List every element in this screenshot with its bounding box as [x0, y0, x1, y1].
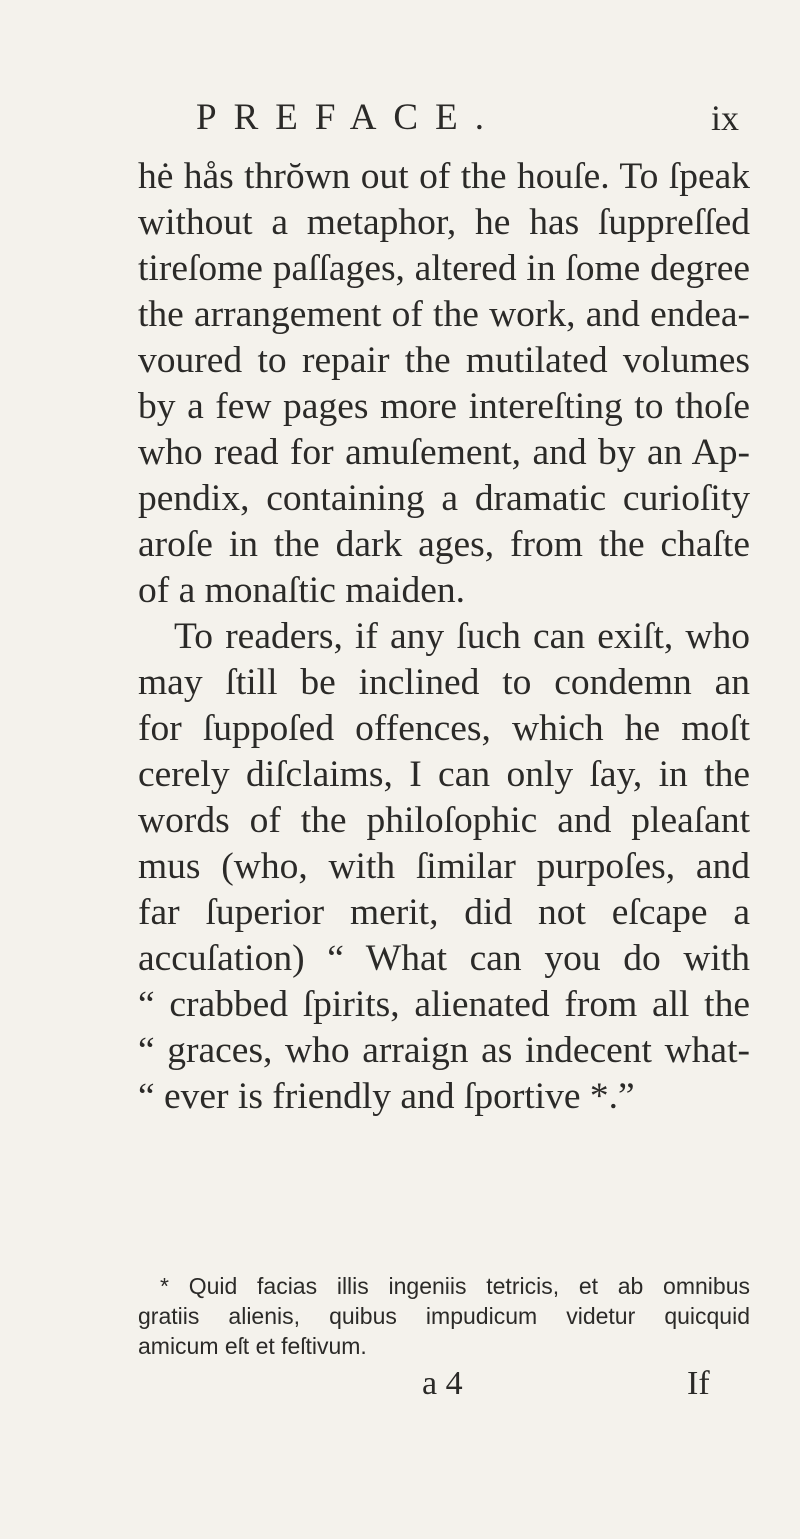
- text-line: “ crabbed ſpirits, alienated from all the: [138, 984, 750, 1025]
- text-line: aroſe in the dark ages, from the chaſte: [138, 524, 750, 565]
- footnote-line: gratiis alienis, quibus impudicum videtur quicquid: [138, 1303, 750, 1329]
- footnote-line: * Quid facias illis ingeniis tetricis, et ab omnibus: [160, 1273, 750, 1299]
- body-text: [138, 154, 750, 1120]
- text-line: accuſation) “ What can you do with: [138, 938, 750, 979]
- page-header: [0, 96, 800, 140]
- text-line: the arrangement of the work, and endea-: [138, 294, 750, 335]
- text-line: by a few pages more intereſting to thoſe: [138, 386, 750, 427]
- text-line: tireſome paſſages, altered in ſome degree: [138, 248, 750, 289]
- text-line: for ſuppoſed offences, which he moſt: [138, 708, 750, 749]
- text-line: without a metaphor, he has ſuppreſſed: [138, 202, 750, 243]
- footnote-line: amicum eſt et feſtivum.: [138, 1333, 367, 1359]
- text-line: hė hås thrŏwn out of the houſe. To ſpeak: [138, 156, 750, 197]
- catchword: If: [687, 1365, 710, 1402]
- text-line: voured to repair the mutilated volumes: [138, 340, 750, 381]
- page-footer: [0, 1364, 800, 1404]
- text-line: who read for amuſement, and by an Ap-: [138, 432, 750, 473]
- text-line: of a monaſtic maiden.: [138, 570, 465, 611]
- text-line: To readers, if any ſuch can exiſt, who: [174, 616, 750, 657]
- page-number: ix: [711, 98, 740, 138]
- signature-mark: a 4: [422, 1365, 463, 1402]
- text-line: cerely diſclaims, I can only ſay, in the: [138, 754, 750, 795]
- text-line: may ſtill be inclined to condemn an: [138, 662, 750, 703]
- text-line: “ graces, who arraign as indecent what-: [138, 1030, 750, 1071]
- text-line: pendix, containing a dramatic curioſity: [138, 478, 750, 519]
- text-line: far ſuperior merit, did not eſcape a: [138, 892, 750, 933]
- text-line: “ ever is friendly and ſportive *.”: [138, 1076, 635, 1117]
- running-head: PREFACE.: [196, 97, 501, 138]
- footnote: [138, 1271, 750, 1361]
- text-line: words of the philoſophic and pleaſant: [138, 800, 750, 841]
- text-line: mus (who, with ſimilar purpoſes, and: [138, 846, 750, 887]
